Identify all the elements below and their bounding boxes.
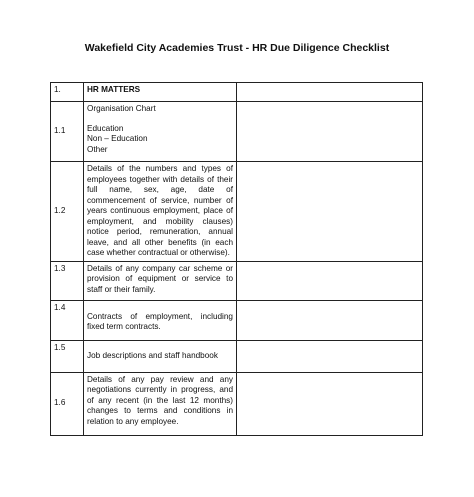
- table-row: [51, 261, 423, 300]
- response-cell[interactable]: [237, 372, 423, 435]
- table-row: [51, 162, 423, 262]
- document-title: Wakefield City Academies Trust - HR Due Diligence Checklist: [84, 42, 390, 54]
- item-number-text: 1.6: [54, 398, 66, 408]
- response-cell[interactable]: [237, 340, 423, 372]
- item-description: Details of any company car scheme or provision of equipment or service to staff or their family.: [84, 261, 237, 300]
- item-number-text: 1.1: [54, 126, 66, 136]
- section-number: 1.: [51, 83, 84, 102]
- item-number: [51, 102, 84, 162]
- item-description: Details of the numbers and types of employees together with details of their full name, sex, age, date of commencement of service, number of years continuous employment, place of employment, and mobility clauses) notice period, remuneration, annual leave, and all other benefits (in each case whether contractual or otherwise).: [84, 162, 237, 262]
- item-number: 1.3: [51, 261, 84, 300]
- item-number: [51, 162, 84, 262]
- table-row: [51, 340, 423, 372]
- item-number-text: 1.2: [54, 206, 66, 215]
- item-number: 1.4: [51, 300, 84, 340]
- item-number: 1.5: [51, 340, 84, 372]
- response-cell[interactable]: [237, 83, 423, 102]
- line-gap: [87, 115, 233, 124]
- line-gap: [87, 303, 233, 312]
- table-row: [51, 102, 423, 162]
- response-cell[interactable]: [237, 102, 423, 162]
- response-cell[interactable]: [237, 300, 423, 340]
- item-text: Contracts of employment, including fixed term contracts.: [87, 311, 233, 331]
- item-line: Education: [87, 123, 124, 133]
- section-header-row: [51, 83, 423, 102]
- item-line: Organisation Chart: [87, 104, 156, 113]
- response-cell[interactable]: [237, 261, 423, 300]
- item-number: [51, 372, 84, 435]
- item-description: Details of any pay review and any negotiations currently in progress, and of any recent (in the last 12 months) changes to terms and conditions in relation to any employee.: [84, 372, 237, 435]
- section-heading: HR MATTERS: [84, 83, 237, 102]
- response-cell[interactable]: [237, 162, 423, 262]
- table-row: [51, 372, 423, 435]
- item-line: Non – Education: [87, 134, 148, 143]
- item-description: [84, 300, 237, 340]
- item-text: Job descriptions and staff handbook: [87, 350, 218, 360]
- item-description: [84, 340, 237, 372]
- item-line: Other: [87, 144, 108, 154]
- checklist-table: [50, 82, 423, 436]
- table-row: [51, 300, 423, 340]
- item-description: [84, 102, 237, 162]
